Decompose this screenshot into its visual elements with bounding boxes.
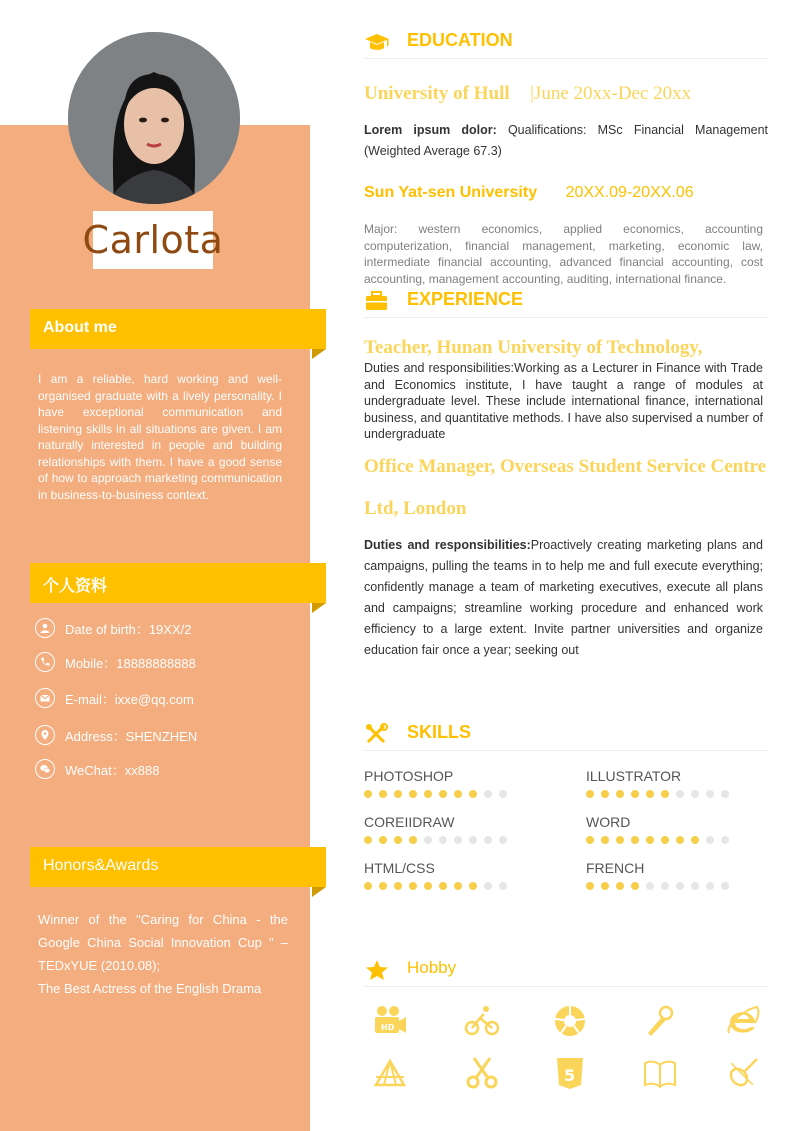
about-me-banner [30,309,326,359]
education-entry-sysu [364,184,768,202]
skill-dot-filled [379,882,387,890]
school-date: 20XX.09-20XX.06 [565,184,694,201]
about-me-text: I am a reliable, hard working and well-organised graduate with a lively personality. I have exceptional communication and listening skills in all situations are given. I am naturally interested in people and building relationships with them. I have a good sense of how to approach marketing communication in business-to-business context. [38,372,282,502]
skill-dot-filled [364,790,372,798]
skill-dot-filled [631,882,639,890]
skill-dot-empty [454,836,462,844]
skill-dot-filled [586,836,594,844]
skill-level [364,790,544,798]
personal-row-birth [35,616,305,640]
skill-dot-filled [646,836,654,844]
microphone-icon [642,1003,682,1043]
svg-text:HD: HD [381,1023,395,1032]
school-name: University of Hull [364,83,510,104]
hobby-header [364,956,768,987]
email-value: ixxe@qq.com [114,691,194,707]
skill-dot-filled [616,882,624,890]
skill-dot-filled [394,882,402,890]
email-label: E-mail： [65,691,115,707]
skill-dot-filled [424,882,432,890]
education-detail-hull [364,120,768,162]
skill-dot-empty [721,882,729,890]
skill-dot-filled [676,836,684,844]
skill-level [364,836,544,844]
svg-text:5: 5 [564,1066,576,1085]
internet-explorer-icon [725,1003,765,1043]
job-title-office-manager-line2: Ltd, London [364,498,467,519]
skill-dot-filled [379,790,387,798]
job-title-office-manager: Office Manager, Overseas Student Service Centre [364,456,767,477]
skill-dot-filled [409,836,417,844]
skill-dot-empty [706,836,714,844]
violin-icon [725,1055,765,1095]
skill-level [586,790,766,798]
tent-icon [372,1055,412,1095]
personal-row-email [35,686,305,710]
skill-dot-filled [631,836,639,844]
skill-dot-empty [499,790,507,798]
skill-dot-filled [586,882,594,890]
address-value: SHENZHEN [125,728,198,744]
skill-dot-filled [454,882,462,890]
video-camera-icon [372,1003,412,1043]
job-detail-office-manager [364,535,763,661]
skill-name: FRENCH [586,860,645,876]
html5-icon [552,1055,592,1095]
experience-title: EXPERIENCE [407,289,524,309]
skill-level [364,882,544,890]
personal-row-mobile [35,650,305,674]
mail-icon [35,688,55,708]
skill-dot-filled [646,790,654,798]
skill-dot-filled [379,836,387,844]
skill-dot-filled [364,836,372,844]
experience-header [364,287,768,318]
skill-dot-filled [631,790,639,798]
skill-dot-filled [394,836,402,844]
skill-name: PHOTOSHOP [364,768,454,784]
skill-dot-empty [646,882,654,890]
book-icon [642,1055,682,1095]
education-entry-hull [364,83,768,105]
skill-dot-filled [616,790,624,798]
birth-value: 19XX/2 [148,621,192,637]
skill-dot-empty [691,882,699,890]
skill-dot-filled [586,790,594,798]
school-name: Sun Yat-sen University [364,184,538,201]
wechat-label: WeChat： [65,762,125,778]
skill-dot-empty [484,882,492,890]
skill-item [586,860,766,890]
address-label: Address： [65,728,126,744]
skill-dot-empty [691,790,699,798]
personal-info-title: 个人资料 [43,576,108,595]
skill-dot-empty [499,836,507,844]
skill-dot-filled [661,836,669,844]
skill-dot-empty [706,882,714,890]
skills-title: SKILLS [407,722,472,742]
honors-title: Honors&Awards [43,857,159,874]
skill-item [364,768,544,798]
skill-dot-filled [439,882,447,890]
graduation-cap-icon [364,31,390,53]
name-box [82,211,224,269]
skill-item [364,860,544,890]
skill-item [586,814,766,844]
honors-item-1: Winner of the "Caring for China - the Google China Social Innovation Cup " – TEDxYUE (2010.08); [38,912,288,973]
skill-name: ILLUSTRATOR [586,768,682,784]
skill-dot-filled [424,790,432,798]
hobby-title: Hobby [407,958,457,977]
personal-row-address [35,723,305,747]
detail-text: Qualifications: MSc Financial Management (Weighted Average 67.3) [364,123,768,158]
education-title: EDUCATION [407,30,513,50]
profile-photo [68,32,240,204]
tools-icon [364,723,390,745]
skill-dot-empty [721,790,729,798]
cycling-icon [464,1003,504,1043]
detail-text: Proactively creating marketing plans and campaigns, pulling the teams in to help me and full execute everything; confidently manage a team of marketing executives, execute all plans and campaigns; streamline working procedure and enhanced work efficiency to a large extent. Invite partner universities and organize education fair once a year; seeking out [364,538,763,657]
about-me-title: About me [43,319,117,336]
skill-dot-filled [454,790,462,798]
skill-dot-filled [439,790,447,798]
wechat-value: xx888 [124,762,160,778]
skill-dot-empty [469,836,477,844]
detail-lead: Lorem ipsum dolor: [364,123,497,137]
skill-dot-empty [484,836,492,844]
skill-item [364,814,544,844]
skill-dot-filled [409,790,417,798]
skill-level [586,882,766,890]
skill-dot-filled [616,836,624,844]
skill-item [586,768,766,798]
skill-dot-filled [469,882,477,890]
honors-banner [30,847,326,897]
skill-level [586,836,766,844]
skill-dot-filled [601,882,609,890]
job-title-teacher: Teacher, Hunan University of Technology, [364,337,703,358]
skill-dot-empty [439,836,447,844]
honors-item-2: The Best Actress of the English Drama [38,981,262,996]
profile-name: Carlota [82,218,224,262]
skill-dot-empty [706,790,714,798]
education-header [364,28,768,59]
skill-dot-empty [499,882,507,890]
skill-dot-empty [721,836,729,844]
birth-label: Date of birth： [65,621,149,637]
personal-row-wechat [35,757,305,781]
skill-dot-filled [691,836,699,844]
skill-dot-filled [601,790,609,798]
school-date: |June 20xx-Dec 20xx [530,83,692,104]
skill-dot-filled [409,882,417,890]
skill-name: HTML/CSS [364,860,435,876]
mobile-label: Mobile： [65,655,117,671]
skill-dot-filled [601,836,609,844]
honors-text [38,908,288,1000]
skill-dot-empty [676,790,684,798]
football-icon [552,1003,592,1043]
skill-dot-filled [394,790,402,798]
education-detail-sysu: Major: western economics, applied economics, accounting computerization, financial management, marketing, economic law, intermediate financial accounting, advanced financial accounting, cost accounting, management accounting, auditing, international finance. [364,222,763,286]
skill-name: COREIIDRAW [364,814,455,830]
location-icon [35,725,55,745]
person-icon [35,618,55,638]
skill-name: WORD [586,814,631,830]
mobile-value: 18888888888 [116,655,196,671]
personal-info-banner [30,563,326,613]
phone-icon [35,652,55,672]
skill-dot-filled [469,790,477,798]
skill-dot-empty [676,882,684,890]
skill-dot-filled [364,882,372,890]
skill-dot-empty [661,882,669,890]
wechat-icon [35,759,55,779]
star-icon [364,959,390,981]
scissors-icon [464,1055,504,1095]
job-detail-teacher: Duties and responsibilities:Working as a Lecturer in Finance with Trade and Economics institute, I have taught a range of modules at undergraduate level. These include international finance, international business, and quantitative methods. I have also supervised a number of undergraduate [364,361,763,441]
skill-dot-empty [424,836,432,844]
skill-dot-empty [484,790,492,798]
skill-dot-filled [661,790,669,798]
skills-header [364,720,768,751]
briefcase-icon [364,290,390,312]
detail-lead: Duties and responsibilities: [364,538,531,552]
